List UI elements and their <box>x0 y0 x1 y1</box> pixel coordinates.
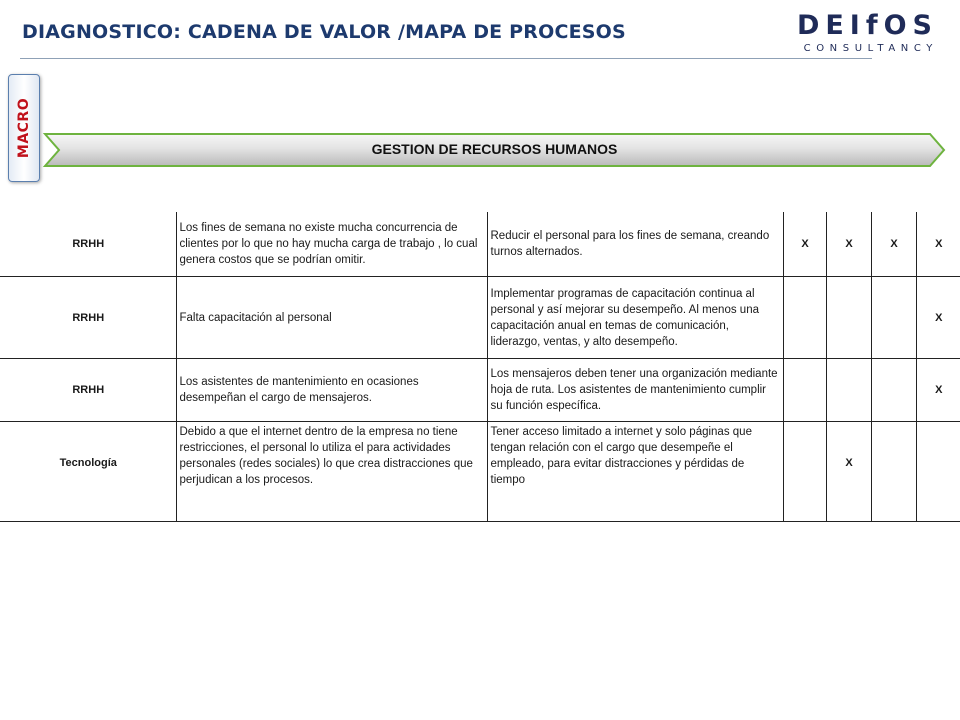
area-cell: Tecnología <box>0 422 176 522</box>
problem-cell: Los fines de semana no existe mucha concurrencia de clientes por lo que no hay mucha carga de trabajo , lo cual genera costos que se podrían omitir. <box>176 212 487 277</box>
mark-cell <box>826 277 871 359</box>
title-divider <box>20 58 872 59</box>
problem-cell: Debido a que el internet dentro de la empresa no tiene restricciones, el personal lo utiliza el para actividades personales (redes sociales) lo que crea distracciones que perjudican a los procesos. <box>176 422 487 522</box>
problem-cell: Falta capacitación al personal <box>176 277 487 359</box>
macro-tab-label: MACRO <box>16 97 32 159</box>
mark-cell: X <box>826 422 871 522</box>
mark-cell: X <box>916 359 960 422</box>
area-cell: RRHH <box>0 277 176 359</box>
logo-subtitle: CONSULTANCY <box>803 43 938 54</box>
mark-cell <box>783 359 826 422</box>
mark-cell <box>826 359 871 422</box>
solution-cell: Implementar programas de capacitación continua al personal y así mejorar su desempeño. Al menos una capacitación anual en temas de comunicación, liderazgo, ventas, y alto desempeño. <box>487 277 783 359</box>
table-row <box>0 422 960 522</box>
mark-cell <box>871 359 916 422</box>
macro-tab[interactable] <box>8 74 40 182</box>
mark-cell <box>783 422 826 522</box>
solution-cell: Los mensajeros deben tener una organización mediante hoja de ruta. Los asistentes de mantenimiento cumplir su función específica. <box>487 359 783 422</box>
mark-cell <box>916 422 960 522</box>
table-row <box>0 359 960 422</box>
table-row <box>0 212 960 277</box>
logo-name: DEIfOS <box>796 10 938 41</box>
mark-cell: X <box>916 277 960 359</box>
page-title: DIAGNOSTICO: CADENA DE VALOR /MAPA DE PROCESOS <box>22 21 626 43</box>
solution-cell: Tener acceso limitado a internet y solo páginas que tengan relación con el cargo que desempeñe el empleado, para evitar distracciones y pérdidas de tiempo <box>487 422 783 522</box>
mark-cell: X <box>916 212 960 277</box>
area-cell: RRHH <box>0 359 176 422</box>
area-cell: RRHH <box>0 212 176 277</box>
company-logo <box>790 10 938 54</box>
banner-label: GESTION DE RECURSOS HUMANOS <box>371 141 618 157</box>
diagnostic-table <box>0 212 960 522</box>
mark-cell <box>871 422 916 522</box>
mark-cell <box>783 277 826 359</box>
problem-cell: Los asistentes de mantenimiento en ocasiones desempeñan el cargo de mensajeros. <box>176 359 487 422</box>
table-row <box>0 277 960 359</box>
mark-cell: X <box>783 212 826 277</box>
solution-cell: Reducir el personal para los fines de semana, creando turnos alternados. <box>487 212 783 277</box>
process-banner <box>42 130 947 170</box>
mark-cell: X <box>826 212 871 277</box>
mark-cell <box>871 277 916 359</box>
mark-cell: X <box>871 212 916 277</box>
